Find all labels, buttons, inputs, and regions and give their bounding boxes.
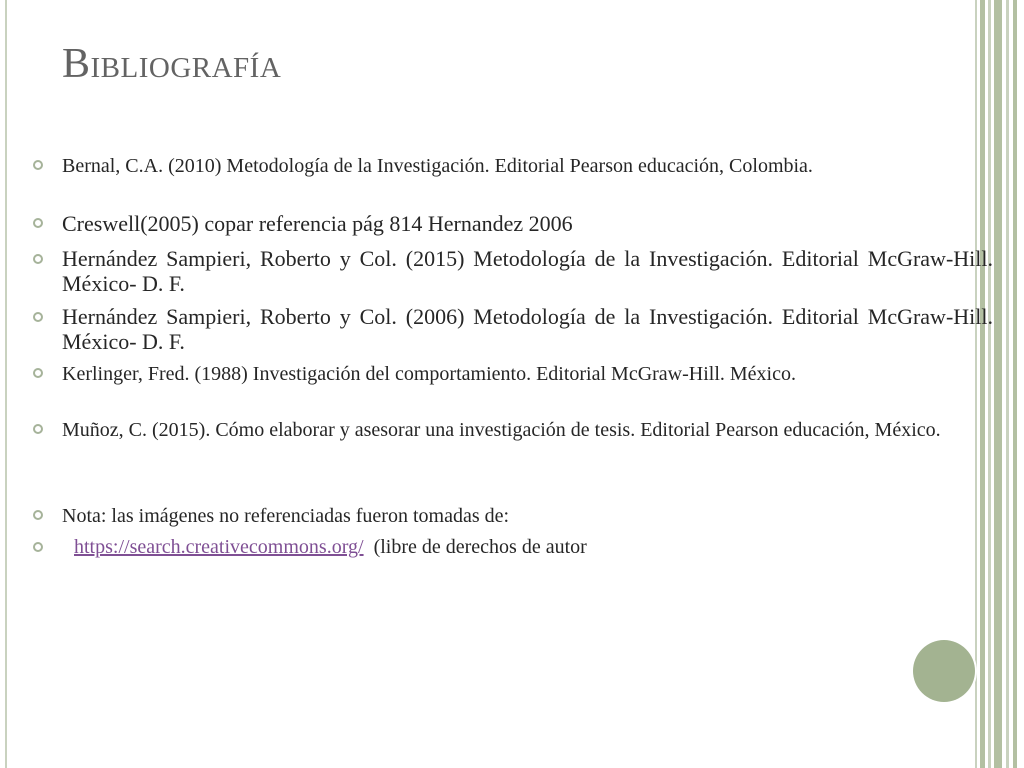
link-suffix: (libre de derechos de autor [373, 536, 587, 558]
reference-text: Creswell(2005) copar referencia pág 814 Hernandez 2006 [62, 211, 573, 236]
bullet-icon [33, 218, 43, 228]
reference-text: Bernal, C.A. (2010) Metodología de la Investigación. Editorial Pearson educación, Colombia. [62, 155, 813, 177]
reference-text: Hernández Sampieri, Roberto y Col. (2015) Metodología de la Investigación. Editorial McGraw-Hill. México- D. F. [62, 246, 993, 296]
decorative-circle [913, 640, 975, 702]
note-text: Nota: las imágenes no referenciadas fueron tomadas de: [62, 505, 510, 527]
bullet-icon [33, 312, 43, 322]
reference-text: Kerlinger, Fred. (1988) Investigación del comportamiento. Editorial McGraw-Hill. México. [62, 363, 796, 385]
link-line [62, 535, 993, 560]
reference-text: Hernández Sampieri, Roberto y Col. (2006) Metodología de la Investigación. Editorial McGraw-Hill. México- D. F. [62, 304, 993, 354]
creativecommons-link[interactable]: https://search.creativecommons.org/ [74, 536, 364, 558]
bullet-icon [33, 368, 43, 378]
reference-text: Muñoz, C. (2015). Cómo elaborar y asesorar una investigación de tesis. Editorial Pearson educación, México. [62, 419, 941, 441]
page-title: Bibliografía [62, 41, 282, 87]
bullet-icon [33, 542, 43, 552]
bullet-icon [33, 254, 43, 264]
bullet-icon [33, 160, 43, 170]
bullet-icon [33, 424, 43, 434]
bullet-icon [33, 510, 43, 520]
